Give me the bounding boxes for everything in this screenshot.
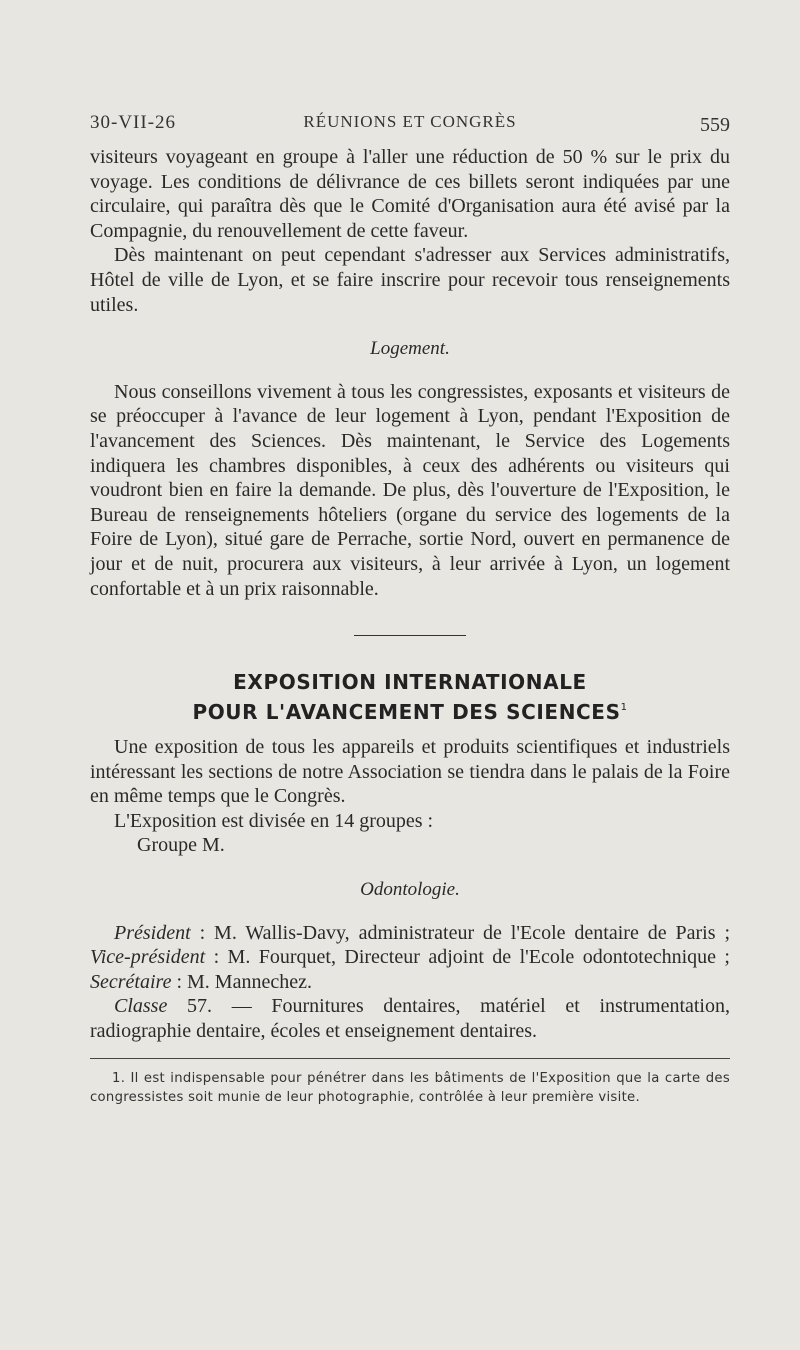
president-text: : M. Wallis-Davy, administrateur de l'Ecole dentaire de Paris ; <box>190 921 730 944</box>
footnote-marker: 1 <box>620 702 628 714</box>
running-header <box>90 108 730 138</box>
paragraph-5: L'Exposition est divisée en 14 groupes : <box>114 809 434 832</box>
header-date: 30-VII-26 <box>90 112 177 133</box>
paragraph-4: Une exposition de tous les appareils et produits scientifiques et industriels intéressant les sections de notre Association se tiendra dans le palais de la Foire en même temps que le Congrès. <box>90 736 730 808</box>
section-title <box>90 670 730 725</box>
odontologie-heading: Odontologie. <box>360 879 460 901</box>
classe-label: Classe <box>114 995 168 1018</box>
classe-paragraph <box>90 994 730 1043</box>
section-title-line-1: EXPOSITION INTERNATIONALE <box>233 670 587 695</box>
section-divider <box>354 635 466 636</box>
paragraph-1: visiteurs voyageant en groupe à l'aller une réduction de 50 % sur le prix du voyage. Les conditions de délivrance de ces billets seront indiquées par une circulaire, qui paraîtra dès que le Comité d'Organisation aura été avisé par la Compagnie, du renouvellement de cette faveur. <box>90 146 730 242</box>
committee-paragraph <box>90 921 730 995</box>
footnote-rule <box>90 1058 730 1059</box>
vice-president-label: Vice-président <box>90 946 206 969</box>
body-text <box>90 145 730 1107</box>
logement-heading: Logement. <box>370 338 450 360</box>
vice-president-text: : M. Fourquet, Directeur adjoint de l'Ecole odontotechnique ; <box>205 946 730 969</box>
section-title-line-2: POUR L'AVANCEMENT DES SCIENCES <box>192 700 621 725</box>
paragraph-6: Groupe M. <box>137 834 225 857</box>
footnote: 1. Il est indispensable pour pénétrer dans les bâtiments de l'Exposition que la carte des congressistes soit munie de leur photographie, contrôlée à leur première visite. <box>90 1070 730 1105</box>
classe-text: 57. — Fournitures dentaires, matériel et instrumentation, radiographie dentaire, écoles et enseignement dentaires. <box>90 995 730 1043</box>
header-title: RÉUNIONS ET CONGRÈS <box>303 112 517 131</box>
paragraph-2: Dès maintenant on peut cependant s'adresser aux Services administratifs, Hôtel de ville de Lyon, et se faire inscrire pour recevoir tous renseignements utiles. <box>90 244 730 316</box>
page-number: 559 <box>700 114 730 136</box>
secretaire-text: : M. Mannechez. <box>171 970 312 993</box>
president-label: Président <box>114 921 191 944</box>
paragraph-3: Nous conseillons vivement à tous les congressistes, exposants et visiteurs de se préoccuper à l'avance de leur logement à Lyon, pendant l'Exposition de l'avancement des Sciences. Dès maintenant, le Service des Logements indiquera les chambres disponibles, à ceux des adhérents ou visiteurs qui voudront bien en faire la demande. De plus, dès l'ouverture de l'Exposition, le Bureau de renseignements hôteliers (organe du service des logements de la Foire de Lyon), situé gare de Perrache, sortie Nord, ouvert en permanence de jour et de nuit, procurera aux visiteurs, à leur arrivée à Lyon, un logement confortable et à un prix raisonnable. <box>90 380 730 600</box>
secretaire-label: Secrétaire <box>90 970 172 993</box>
